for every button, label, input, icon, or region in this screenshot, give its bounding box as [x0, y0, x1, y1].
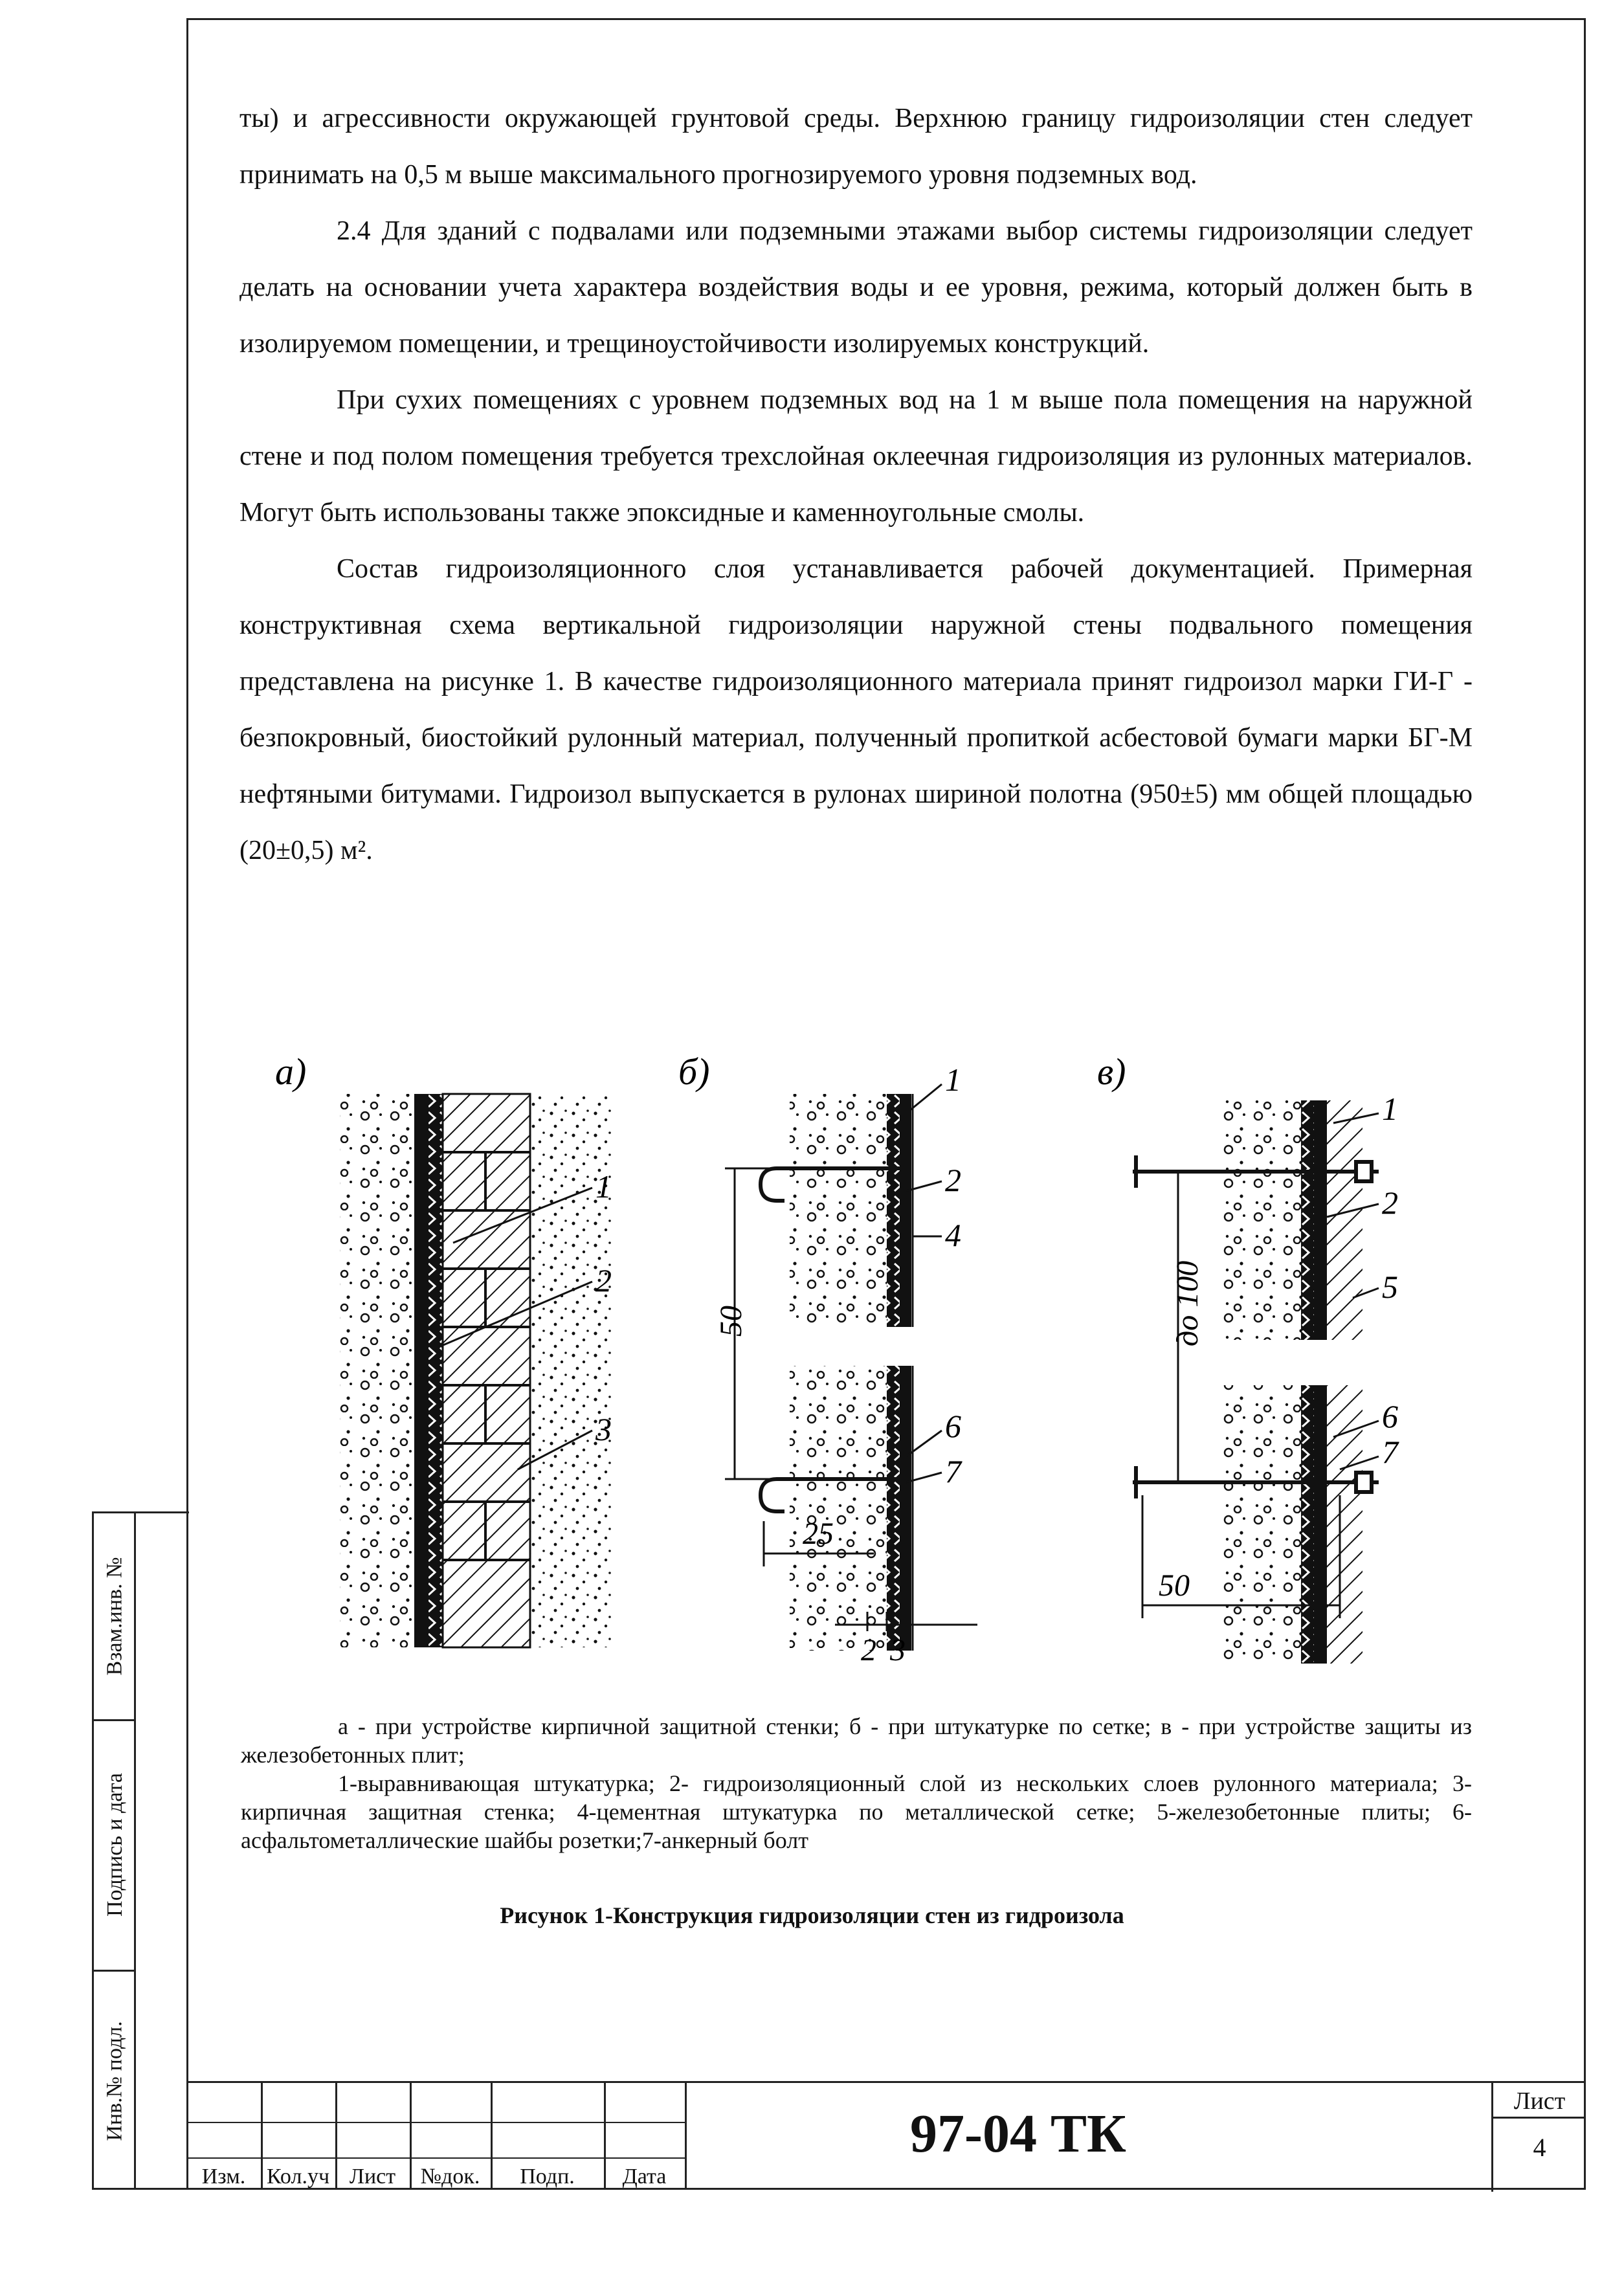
- panel-b-dim-2: 2: [861, 1633, 876, 1667]
- panel-c-soil-bottom: [1217, 1385, 1301, 1664]
- paragraph: При сухих помещениях с уровнем подземных вод на 1 м выше пола помещения на наружной стене и под полом помещения требуется трехслойная оклеечная гидроизоляция из рулонных материалов. Могут быть использованы также эпоксидные и каменноугольные смолы.: [239, 385, 1473, 528]
- panel-c-callout-1: 1: [1382, 1091, 1398, 1127]
- panel-b-soil-bottom: [790, 1366, 887, 1651]
- sheet-box: [1491, 2083, 1586, 2192]
- stamp-col-doc: №док.: [420, 2165, 480, 2188]
- panel-c-slab-bottom: [1327, 1385, 1363, 1664]
- panel-b-callout-6: 6: [945, 1408, 961, 1444]
- panel-a-plaster: [428, 1094, 443, 1647]
- caption-legend: 1-выравнивающая штукатурка; 2- гидроизоляционный слой из нескольких слоев рулонного материала; 3-кирпичная защитная стенка; 4-цементная штукатурка по металлической сетке; 5-железобетонные плиты; 6-асфальтометаллические шайбы розетки;7-анкерный болт: [241, 1770, 1472, 1853]
- panel-b-letter: б): [678, 1051, 710, 1093]
- panel-b-dim-3: 3: [890, 1633, 906, 1667]
- stamp-col-sheet: Лист: [349, 2165, 396, 2188]
- stamp-col-change: Изм.: [201, 2165, 246, 2188]
- panel-b-layer-top: [887, 1094, 900, 1327]
- panel-c-callout-6: 6: [1382, 1398, 1398, 1434]
- panel-a-letter: а): [275, 1051, 307, 1093]
- panel-b-callout-2: 2: [945, 1162, 961, 1198]
- stamp-col-date: Дата: [622, 2165, 667, 2188]
- panel-b-callout-7: 7: [945, 1453, 961, 1489]
- panel-c-callout-7: 7: [1382, 1434, 1398, 1470]
- panel-c-plaster-bottom: [1301, 1385, 1314, 1664]
- replacement-inv-label: Взам.инв. №: [102, 1557, 127, 1676]
- panel-c-slab-top: [1327, 1100, 1363, 1340]
- figure-drawing: [239, 1042, 1473, 1696]
- panel-a-soil: [340, 1094, 414, 1647]
- stamp-col-sign: Подп.: [520, 2165, 575, 2188]
- panel-c-waterproofing-top: [1314, 1100, 1327, 1340]
- sheet-divider: [1493, 2117, 1586, 2119]
- panel-c-callout-2: 2: [1382, 1185, 1398, 1221]
- body-text: [239, 91, 1473, 879]
- panel-b-soil-top: [790, 1094, 887, 1327]
- panel-b-callout-1: 1: [945, 1062, 961, 1098]
- sheet-label: Лист: [1513, 2088, 1566, 2115]
- panel-b-dim-25: 25: [803, 1517, 834, 1551]
- panel-b-layer-bottom: [887, 1366, 900, 1651]
- figure-title: Рисунок 1-Конструкция гидроизоляции стен из гидроизола: [500, 1902, 1124, 1928]
- panel-a-callout-2: 2: [595, 1262, 612, 1298]
- panel-a-waterproofing: [414, 1094, 428, 1647]
- figure-waterproofing: [239, 1042, 1473, 1696]
- side-strip: [92, 1511, 189, 2190]
- panel-c-dim-50: 50: [1159, 1568, 1190, 1603]
- panel-c-waterproofing-bottom: [1314, 1385, 1327, 1664]
- paragraph: Состав гидроизоляционного слоя устанавливается рабочей документацией. Примерная конструктивная схема вертикальной гидроизоляции наружной стены подвального помещения представлена на рисунке 1. В качестве гидроизоляционного материала принят гидроизол марки ГИ-Г - безпокровный, биостойкий рулонный материал, полученный пропиткой асбестовой бумаги марки БГ-М нефтяными битумами. Гидроизол выпускается в рулонах шириной полотна (950±5) мм общей площадью (20±0,5) м².: [239, 554, 1473, 865]
- figure-caption: [241, 1712, 1472, 1854]
- panel-b-dim-50: 50: [714, 1306, 748, 1337]
- panel-a-callout-3: 3: [595, 1411, 612, 1447]
- panel-b-callout-4: 4: [945, 1217, 961, 1253]
- paragraph: 2.4 Для зданий с подвалами или подземными этажами выбор системы гидроизоляции следует делать на основании учета характера воздействия воды и ее уровня, режима, который должен быть в изолируемом помещении, и трещиноустойчивости изолируемых конструкций.: [239, 216, 1473, 359]
- panel-c-letter: в): [1097, 1051, 1126, 1093]
- panel-b-waterproofing-top: [900, 1094, 911, 1327]
- sheet-number: 4: [1533, 2133, 1546, 2162]
- caption-variants: а - при устройстве кирпичной защитной стенки; б - при штукатурке по сетке; в - при устройстве защиты из железобетонных плит;: [241, 1713, 1472, 1768]
- panel-c-callout-5: 5: [1382, 1269, 1398, 1305]
- document-code: 97-04 ТК: [910, 2104, 1126, 2164]
- panel-c-dim-100: до 100: [1170, 1260, 1205, 1346]
- panel-c-soil-top: [1217, 1100, 1301, 1340]
- signature-date-label: Подпись и дата: [102, 1772, 127, 1917]
- panel-c-plaster-top: [1301, 1100, 1314, 1340]
- paragraph: ты) и агрессивности окружающей грунтовой среды. Верхнюю границу гидроизоляции стен следует принимать на 0,5 м выше максимального прогнозируемого уровня подземных вод.: [239, 104, 1473, 190]
- original-inv-label: Инв.№ подл.: [102, 2020, 127, 2141]
- title-block: [186, 2081, 1586, 2190]
- panel-b-waterproofing-bottom: [900, 1366, 911, 1651]
- panel-a-callout-1: 1: [595, 1168, 612, 1205]
- stamp-col-count: Кол.уч: [266, 2165, 330, 2188]
